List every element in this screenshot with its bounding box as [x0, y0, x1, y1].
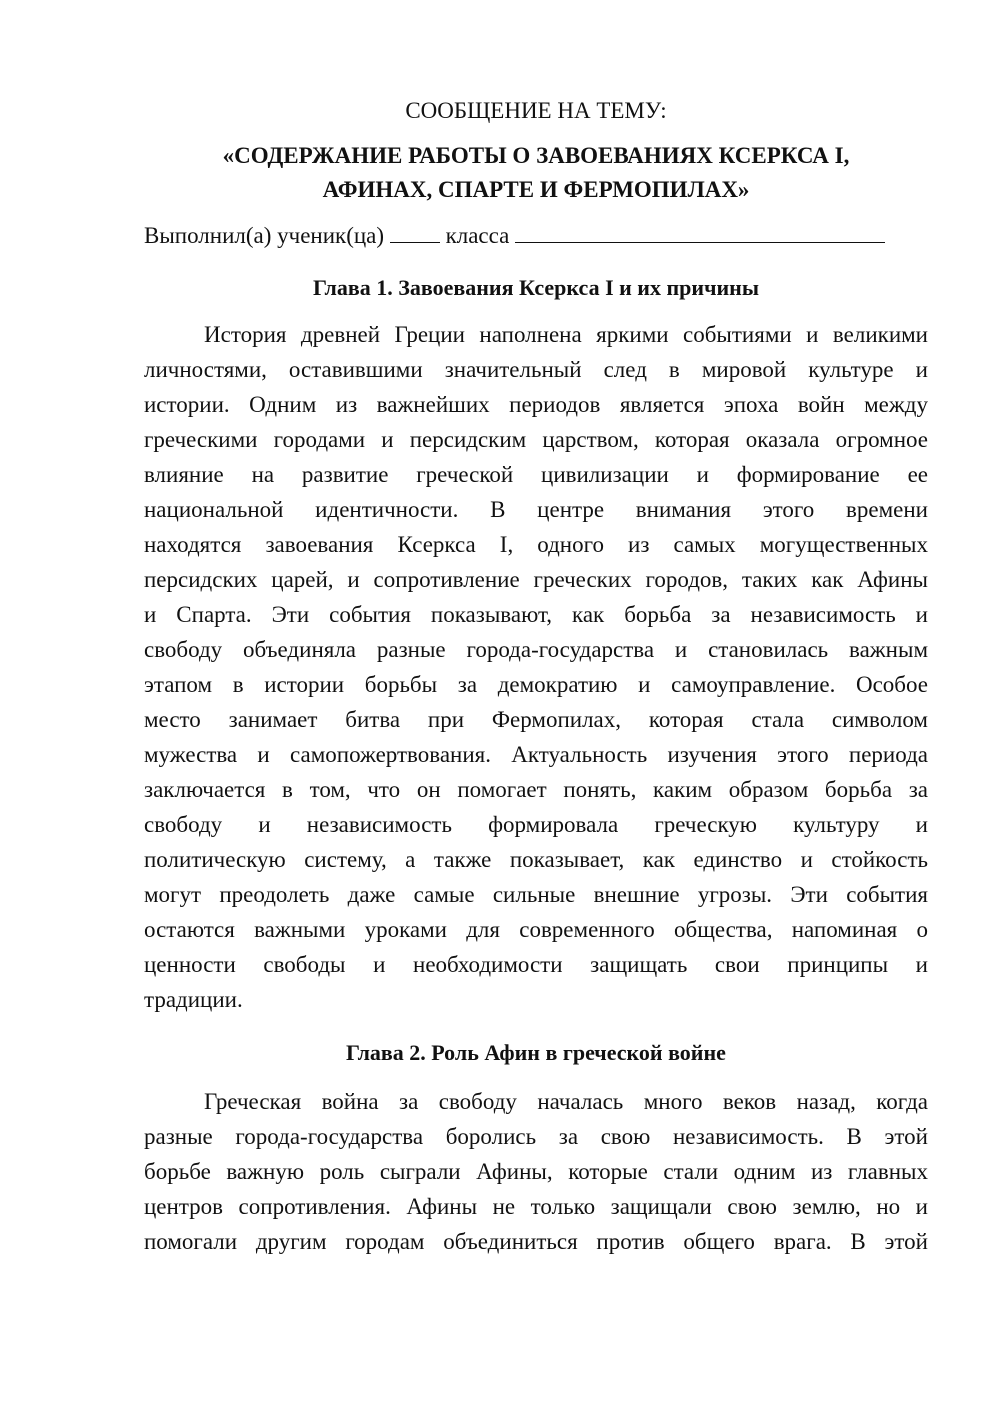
class-number-blank [390, 220, 440, 243]
paragraph-line: политическую систему, а также показывает, как единство и стойкость [144, 847, 928, 872]
paragraph-line: этапом в истории борьбы за демократию и самоуправление. Особое [144, 672, 928, 697]
paragraph-line: влияние на развитие греческой цивилизации и формирование ее [144, 462, 928, 487]
student-name-blank [515, 220, 885, 243]
paragraph-line: остаются важными уроками для современного общества, напоминая о [144, 917, 928, 942]
paragraph-line: свободу объединяла разные города-государства и становилась важным [144, 637, 928, 662]
paragraph-line: греческими городами и персидским царством, которая оказала огромное [144, 427, 928, 452]
paragraph-line: центров сопротивления. Афины не только защищали свою землю, но и [144, 1194, 928, 1219]
chapter-1-heading: Глава 1. Завоевания Ксеркса I и их причины [312, 275, 759, 300]
paragraph-line: и Спарта. Эти события показывают, как борьба за независимость и [144, 602, 928, 627]
paragraph-line: Греческая война за свободу началась много веков назад, когда [204, 1089, 928, 1114]
paragraph-line: национальной идентичности. В центре внимания этого времени [144, 497, 928, 522]
paragraph-line: свободу и независимость формировала греческую культуру и [144, 812, 928, 837]
paragraph-line: разные города-государства боролись за свою независимость. В этой [144, 1124, 928, 1149]
paragraph-line: место занимает битва при Фермопилах, которая стала символом [144, 707, 928, 732]
student-info-line [144, 219, 928, 253]
paragraph-line: мужества и самопожертвования. Актуальность изучения этого периода [144, 742, 928, 767]
student-label: Выполнил(а) ученик(ца) [144, 223, 385, 248]
document-kicker: СООБЩЕНИЕ НА ТЕМУ: [405, 98, 667, 123]
title-line-2: АФИНАХ, СПАРТЕ И ФЕРМОПИЛАХ» [322, 177, 750, 202]
class-label: класса [445, 223, 510, 248]
paragraph-line: История древней Греции наполнена яркими событиями и великими [204, 322, 928, 347]
paragraph-line: находятся завоевания Ксеркса I, одного из самых могущественных [144, 532, 928, 557]
chapter-1-paragraph [144, 317, 928, 1017]
paragraph-line: персидских царей, и сопротивление греческих городов, таких как Афины [144, 567, 928, 592]
document-page [144, 94, 928, 1259]
title-line-1: «СОДЕРЖАНИЕ РАБОТЫ О ЗАВОЕВАНИЯХ КСЕРКСА I, [222, 143, 850, 168]
paragraph-line: борьбе важную роль сыграли Афины, которые стали одним из главных [144, 1159, 928, 1184]
chapter-2-heading: Глава 2. Роль Афин в греческой войне [346, 1040, 726, 1065]
chapter-2-paragraph [144, 1084, 928, 1259]
paragraph-line: традиции. [144, 987, 243, 1012]
paragraph-line: личностями, оставившими значительный след в мировой культуре и [144, 357, 928, 382]
paragraph-line: ценности свободы и необходимости защищать свои принципы и [144, 952, 928, 977]
paragraph-line: могут преодолеть даже самые сильные внешние угрозы. Эти события [144, 882, 928, 907]
document-title [144, 139, 928, 207]
paragraph-line: истории. Одним из важнейших периодов является эпоха войн между [144, 392, 928, 417]
paragraph-line: помогали другим городам объединиться против общего врага. В этой [144, 1229, 928, 1254]
paragraph-line: заключается в том, что он помогает понять, каким образом борьба за [144, 777, 928, 802]
